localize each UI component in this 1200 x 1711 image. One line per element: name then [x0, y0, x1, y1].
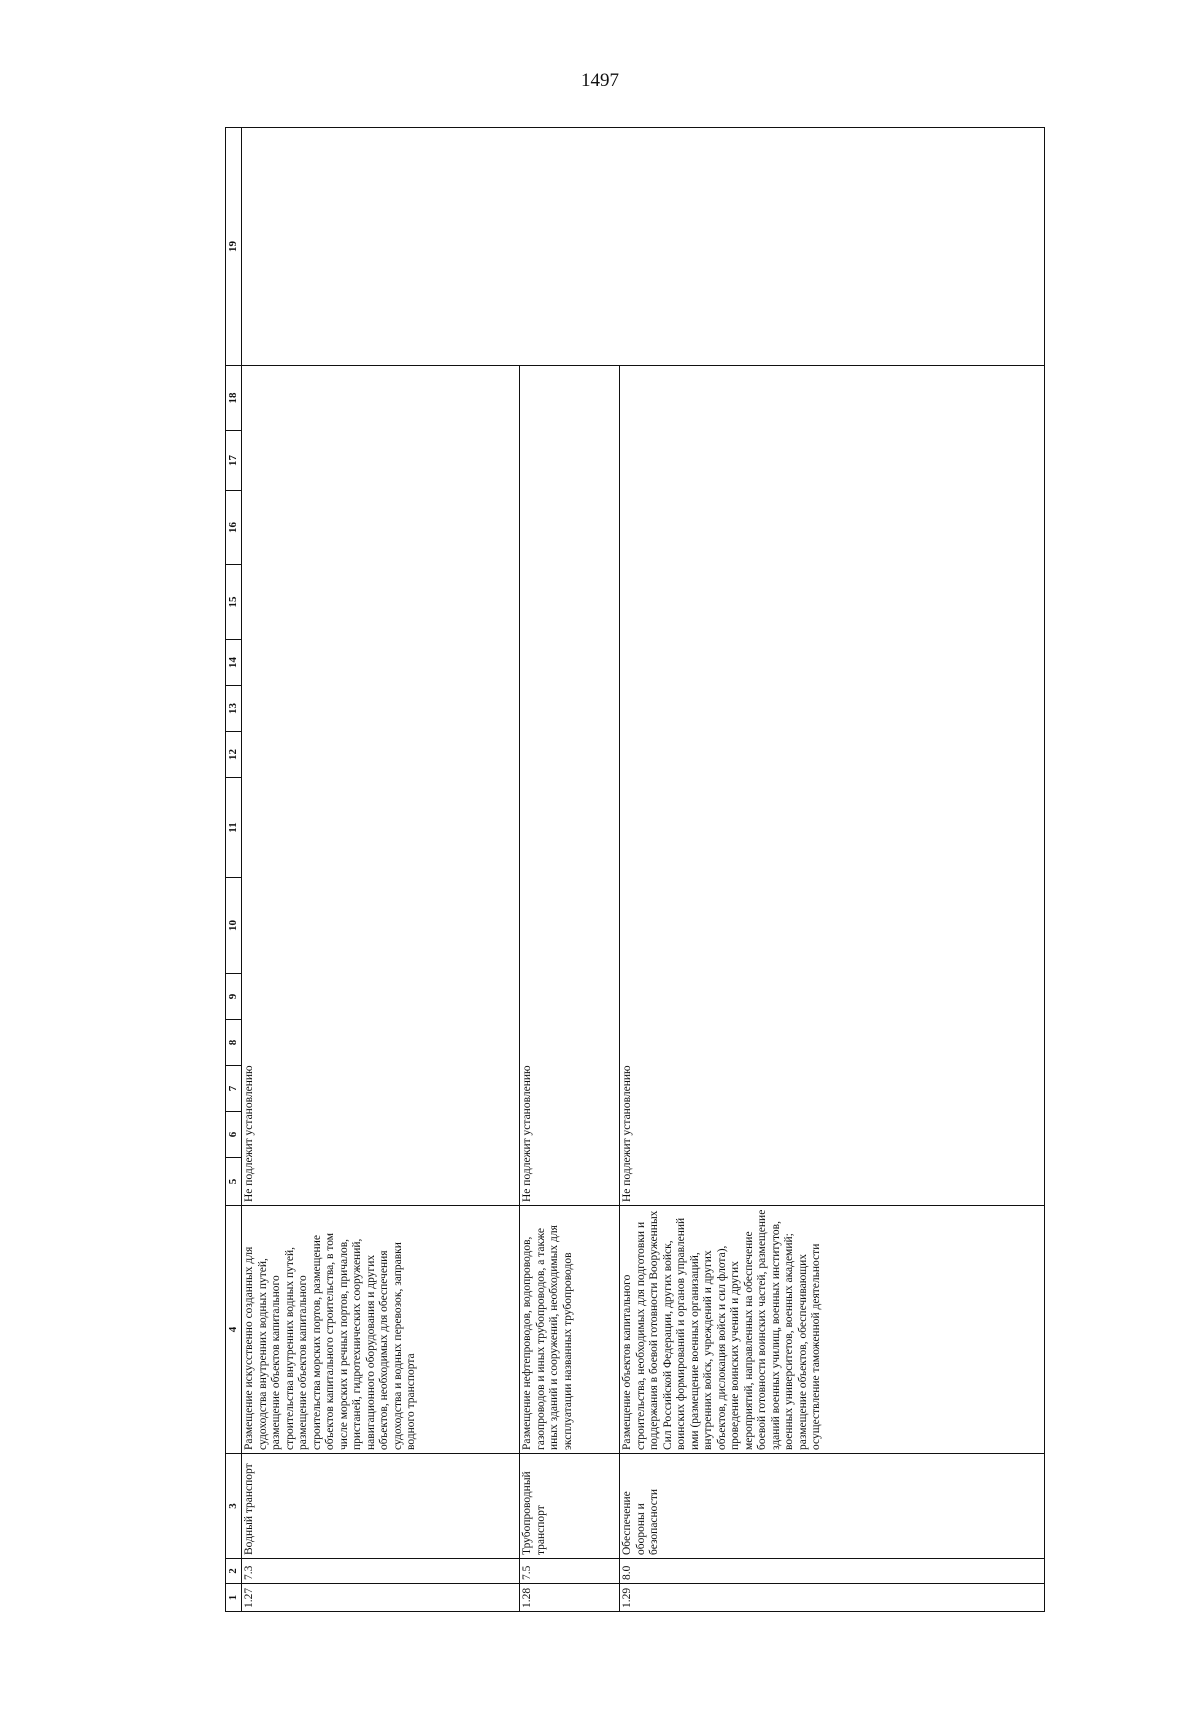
header-cell: 15 — [226, 565, 242, 640]
column-19-cell — [242, 128, 1045, 366]
parameters-merged-cell: Не подлежит установлению — [520, 366, 620, 1206]
table-row — [242, 128, 520, 1612]
use-code: 7.3 — [242, 1559, 520, 1584]
use-name: Обеспечение обороны и безопасности — [620, 1454, 1045, 1559]
use-name: Трубопроводный транспорт — [520, 1454, 620, 1559]
use-description: Размещение объектов капитального строительства, необходимых для подготовки и поддержания в боевой готовности Вооруженных Сил Российской Федерации, других войск, воинских формирований и органов управлений ими (размещение военных организаций, внутренних войск, учреждений и других объектов, дислокация войск и сил флота), проведение воинских учений и других мероприятий, направленных на обеспечение боевой готовности воинских частей, размещение зданий военных училищ, военных институтов, военных университетов, военных академий; размещение объектов, обеспечивающих осуществление таможенной деятельности — [620, 1206, 1045, 1454]
header-cell: 10 — [226, 878, 242, 974]
parameters-merged-cell: Не подлежит установлению — [620, 366, 1045, 1206]
header-cell: 4 — [226, 1206, 242, 1454]
header-cell: 3 — [226, 1454, 242, 1559]
header-cell: 19 — [226, 128, 242, 366]
header-cell: 14 — [226, 640, 242, 686]
header-cell: 16 — [226, 491, 242, 565]
header-cell: 1 — [226, 1584, 242, 1612]
use-description: Размещение нефтепроводов, водопроводов, газопроводов и иных трубопроводов, а также иных зданий и сооружений, необходимых для эксплуатации названных трубопроводов — [520, 1206, 620, 1454]
header-cell: 12 — [226, 732, 242, 778]
use-name: Водный транспорт — [242, 1454, 520, 1559]
header-cell: 2 — [226, 1559, 242, 1584]
zoning-table — [225, 127, 1045, 1612]
header-cell: 18 — [226, 366, 242, 431]
header-cell: 6 — [226, 1112, 242, 1158]
row-number: 1.28 — [520, 1584, 620, 1612]
header-cell: 11 — [226, 778, 242, 878]
row-number: 1.29 — [620, 1584, 1045, 1612]
row-number: 1.27 — [242, 1584, 520, 1612]
use-code: 8.0 — [620, 1559, 1045, 1584]
rotated-page — [225, 128, 1045, 1612]
header-cell: 17 — [226, 431, 242, 491]
header-cell: 8 — [226, 1020, 242, 1066]
page-number: 1497 — [581, 70, 619, 91]
header-cell: 13 — [226, 686, 242, 732]
use-code: 7.5 — [520, 1559, 620, 1584]
use-description: Размещение искусственно созданных для судоходства внутренних водных путей, размещение объектов капитального строительства внутренних водных путей, размещение объектов капитального строительства морских портов, размещение объектов капитального строительства, в том числе морских и речных портов, причалов, пристаней, гидротехнических сооружений, навигационного оборудования и других объектов, необходимых для обеспечения судоходства и водных перевозок, заправки водного транспорта — [242, 1206, 520, 1454]
parameters-merged-cell: Не подлежит установлению — [242, 366, 520, 1206]
header-cell: 5 — [226, 1158, 242, 1206]
header-cell: 9 — [226, 974, 242, 1020]
header-row — [226, 128, 242, 1612]
header-cell: 7 — [226, 1066, 242, 1112]
